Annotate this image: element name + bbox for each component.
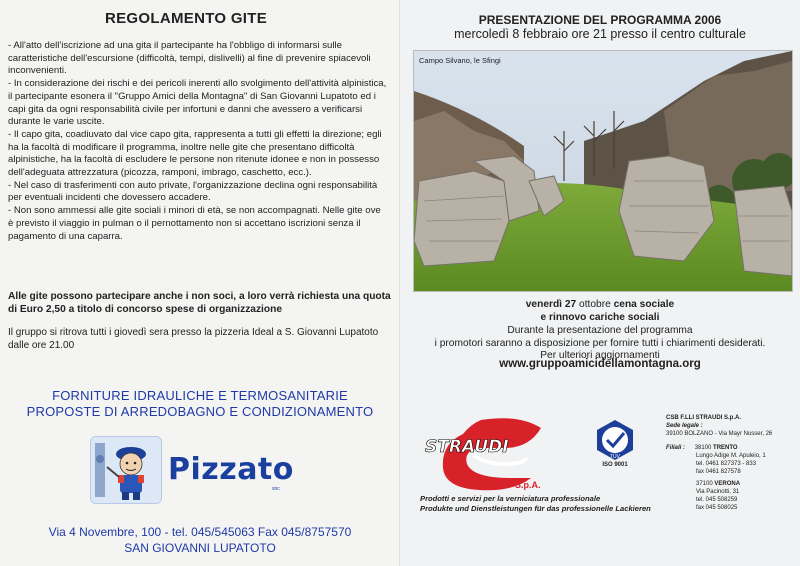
rule-item: - Nel caso di trasferimenti con auto private, l'organizzazione declina ogni responsabilità per eventuali incidenti che dovessero accadere. xyxy=(8,179,378,204)
straudi-tagline-it: Prodotti e servizi per la verniciatura professionale xyxy=(420,494,601,503)
event-day: 27 xyxy=(564,299,577,310)
trento-fax: fax 0461 827578 xyxy=(696,469,741,475)
plumber-mascot-icon xyxy=(90,436,162,504)
verona-fax: fax 045 508025 xyxy=(696,505,738,511)
cena-sociale-block xyxy=(400,298,800,324)
cena-sociale-line1 xyxy=(400,298,800,311)
straudi-tagline xyxy=(420,494,660,514)
company-details xyxy=(666,414,796,512)
landscape-photo xyxy=(413,50,793,292)
info-line3: Per ulteriori aggiornamenti xyxy=(540,350,660,361)
rule-item: - Il capo gita, coadiuvato dal vice capo gita, rappresenta a tutti gli effetti la direzione; egli ha la facoltà di modificare il programma, inoltre nelle gite che presentano difficoltà alpinistiche, ha la facoltà di escludere le persone non ritenute idonee e non in possesso dell'adeguata attrezzatura (picozza, ramponi, imbrago, caschetto, ecc.). xyxy=(8,128,382,179)
rule-item: - Non sono ammessi alle gite sociali i minori di età, se non accompagnati. Nelle gite ove è previsto il viaggio in pulman o il pernottamento non si accettano iscrizioni senza il pagamento di una caparra. xyxy=(8,205,381,242)
rule-item: - In considerazione dei rischi e dei pericoli inerenti allo svolgimento dell'attività alpinistica, il partecipante esonera il "Gruppo Amici della Montagna" di San Giovanni Lupatoto ed i capi gita da ogni responsabilità civile per infortuni e danni che avessero a verificarsi durante le varie uscite. xyxy=(8,78,387,128)
pizzato-address: Via 4 Novembre, 100 - tel. 045/545063 Fax 045/8757570 xyxy=(48,525,352,539)
sede-address: 39100 BOLZANO - Via Mayr Nusser, 26 xyxy=(666,431,773,437)
pizzato-line1: FORNITURE IDRAULICHE E TERMOSANITARIE xyxy=(52,388,348,403)
rules-list xyxy=(8,40,388,243)
programma-subtitle: mercoledì 8 febbraio ore 21 presso il centro culturale xyxy=(454,27,746,41)
info-block xyxy=(400,325,800,363)
pizzato-address-block xyxy=(0,524,400,556)
event-title: cena sociale xyxy=(613,299,675,310)
sede-label: Sede legale : xyxy=(666,423,703,429)
pizzato-logo-text: Pizzato xyxy=(168,452,294,487)
verona-cap: 37100 xyxy=(696,481,713,487)
straudi-brand: STRAUDI xyxy=(425,437,509,457)
cena-sociale-line2: e rinnovo cariche sociali xyxy=(540,312,660,323)
pizzato-snc: snc xyxy=(272,486,280,492)
straudi-logo xyxy=(423,414,555,492)
verona-street: Via Pacinotti, 31 xyxy=(696,489,740,495)
filiali-label: Filiali : xyxy=(666,445,686,451)
non-soci-note: Alle gite possono partecipare anche i non soci, a loro verrà richiesta una quota di Euro 2,50 a titolo di concorso spese di organizzazione xyxy=(8,291,391,316)
meeting-note: Il gruppo si ritrova tutti i giovedì sera presso la pizzeria Ideal a S. Giovanni Lupatoto dalle ore 21.00 xyxy=(8,327,379,351)
iso-label: ISO 9001 xyxy=(602,462,628,468)
straudi-spa: S.p.A. xyxy=(515,480,541,490)
trento-cap: 38100 xyxy=(694,445,712,451)
website-link[interactable]: www.gruppoamicidellamontagna.org xyxy=(499,358,701,370)
straudi-tagline-de: Produkte und Dienstleistungen für das professionelle Lackieren xyxy=(420,504,651,513)
tuv-label: TÜV xyxy=(610,454,620,460)
pizzato-city: SAN GIOVANNI LUPATOTO xyxy=(124,541,276,555)
pizzato-ad-heading xyxy=(0,388,400,420)
rule-item: - All'atto dell'iscrizione ad una gita il partecipante ha l'obbligo di informarsi sulle caratteristiche dell'escursione (difficoltà, tempi, dislivelli) al fine di prevenire spiacevoli inconvenienti. xyxy=(8,40,371,77)
trento-tel: tel. 0461 827373 - 833 xyxy=(696,461,757,467)
pizzato-line2: PROPOSTE DI ARREDOBAGNO E CONDIZIONAMENTO xyxy=(26,404,374,419)
info-line2: i promotori saranno a disposizione per fornire tutti i chiarimenti desiderati. xyxy=(434,337,766,349)
info-line1: Durante la presentazione del programma xyxy=(507,325,693,336)
company-name: CSB F.LLI STRAUDI S.p.A. xyxy=(666,415,741,421)
tuv-certification-icon xyxy=(593,418,637,462)
trento-city: TRENTO xyxy=(713,445,738,451)
event-weekday: venerdì xyxy=(525,299,563,310)
regolamento-title: REGOLAMENTO GITE xyxy=(105,10,268,27)
verona-city: VERONA xyxy=(714,481,741,487)
verona-tel: tel. 045 508259 xyxy=(696,497,738,503)
trento-street: Lungo Adige M. Apuleio, 1 xyxy=(696,453,766,459)
photo-caption: Campo Silvano, le Sfingi xyxy=(419,56,501,65)
page-fold xyxy=(399,0,401,566)
event-month: ottobre xyxy=(579,299,611,310)
programma-title: PRESENTAZIONE DEL PROGRAMMA 2006 xyxy=(478,13,722,27)
